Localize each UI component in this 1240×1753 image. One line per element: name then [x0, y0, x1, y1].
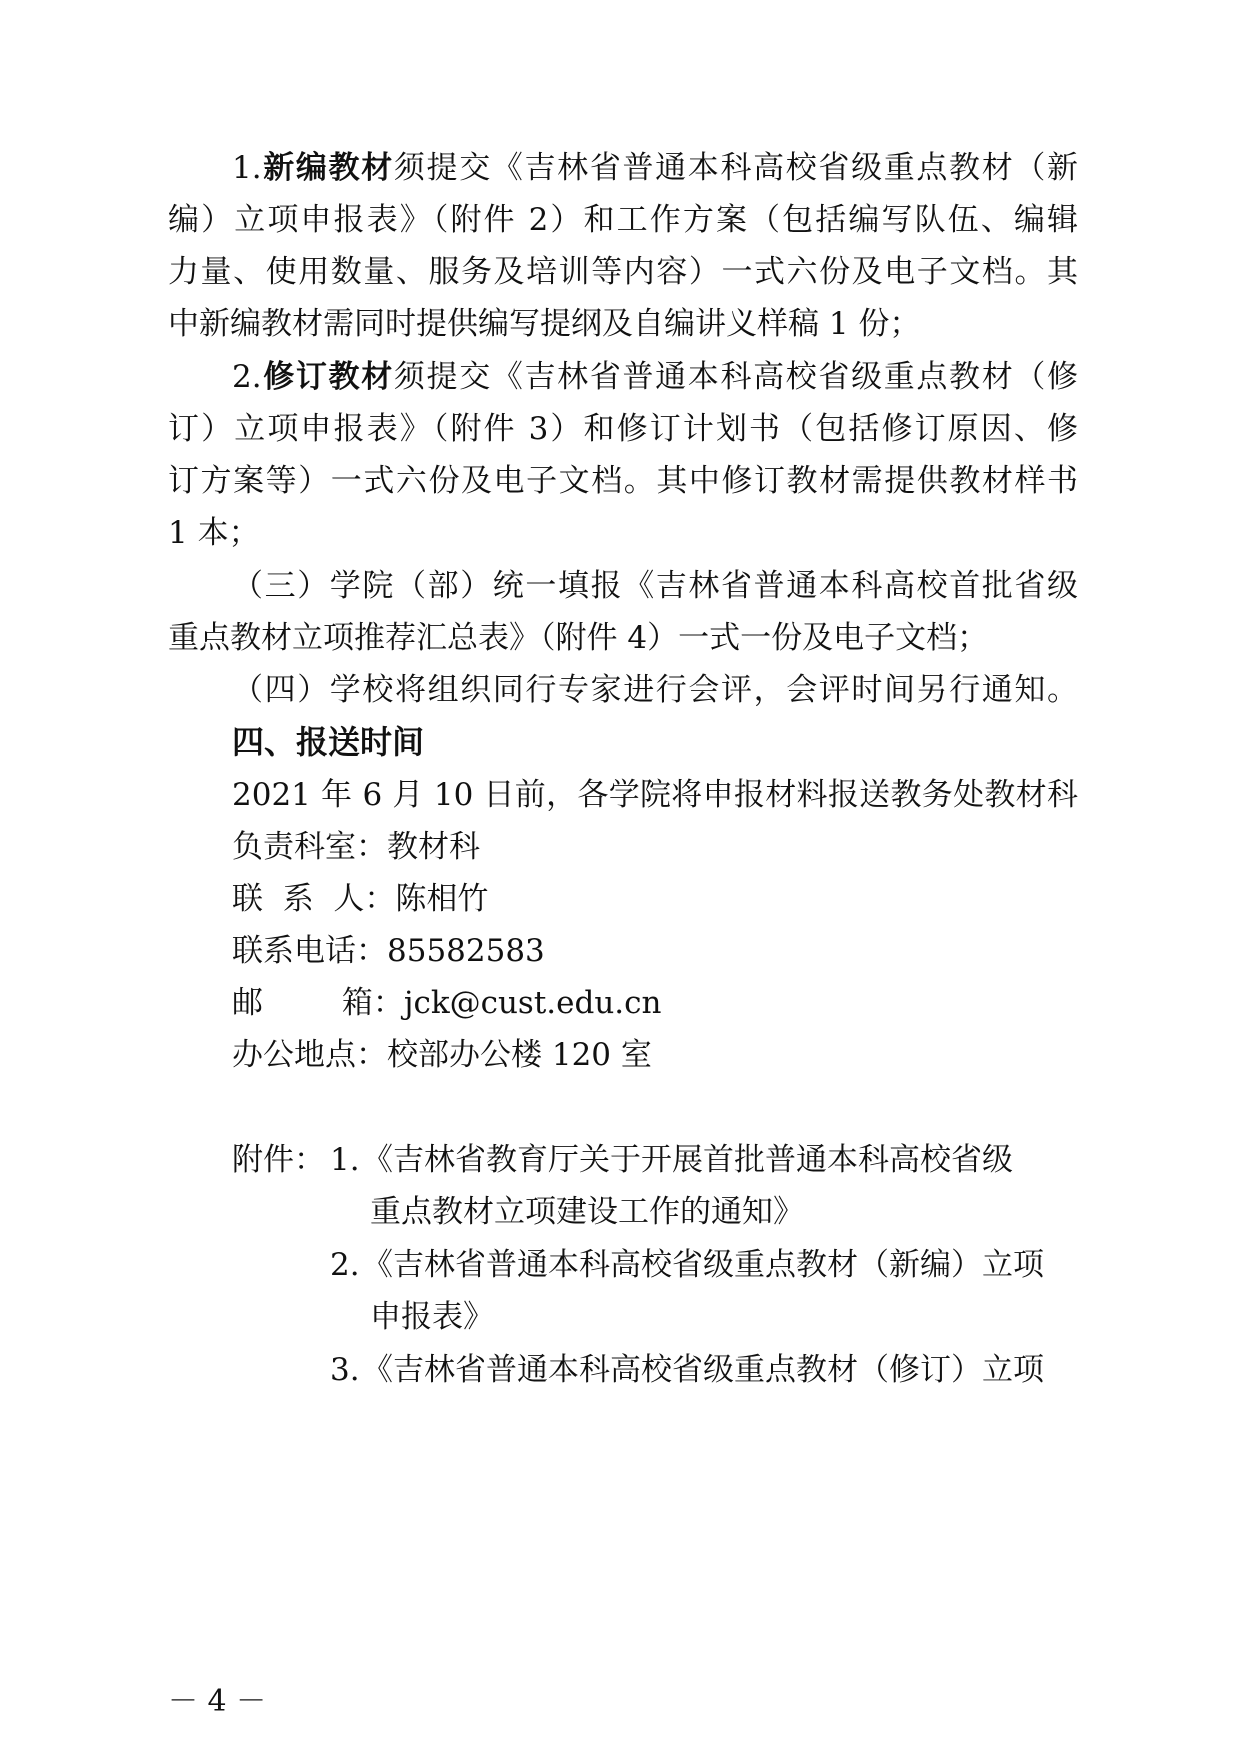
item3-line1: （三）学院（部）统一填报《吉林省普通本科高校首批省级: [232, 568, 1078, 604]
item1-bold-term: 新编教材: [261, 150, 394, 186]
attachment-2-line1: 《吉林省普通本科高校省级重点教材（新编）立项: [362, 1247, 1044, 1283]
page-number: － 4 －: [168, 1684, 267, 1719]
attachment-1-line2: 重点教材立项建设工作的通知》: [370, 1194, 804, 1230]
item2-line2: 订）立项申报表》（附件 3）和修订计划书（包括修订原因、修: [168, 411, 1078, 447]
section4-heading: 四、报送时间: [232, 723, 425, 761]
item3-line2: 重点教材立项推荐汇总表》（附件 4）一式一份及电子文档；: [168, 620, 989, 656]
item2-line3: 订方案等）一式六份及电子文档。其中修订教材需提供教材样书: [168, 463, 1078, 499]
attachment-2-line2: 申报表》: [370, 1299, 494, 1335]
item1-line4: 中新编教材需同时提供编写提纲及自编讲义样稿 1 份；: [168, 306, 921, 342]
attachment-1-number: 1.: [330, 1142, 360, 1178]
contact-value: 教材科: [387, 829, 480, 865]
item1-line2: 编）立项申报表》（附件 2）和工作方案（包括编写队伍、编辑: [168, 202, 1078, 238]
item2-line4: 1 本；: [168, 515, 260, 551]
item1-line3: 力量、使用数量、服务及培训等内容）一式六份及电子文档。其: [168, 254, 1078, 290]
item1-number: 1.: [232, 150, 262, 186]
contact-label: 负责科室：: [232, 829, 387, 865]
contact-person: [232, 879, 488, 919]
contact-office: [232, 1035, 652, 1075]
contact-department: [232, 827, 480, 867]
item1-line1: [232, 148, 1078, 188]
contact-phone: [232, 931, 545, 971]
item2-bold-term: 修订教材: [261, 359, 394, 395]
contact-value: jck@cust.edu.cn: [403, 985, 662, 1021]
item2-line1: [232, 357, 1078, 397]
attachments-label: 附件：: [232, 1142, 325, 1178]
item2-number: 2.: [232, 359, 262, 395]
contact-label: 办公地点：: [232, 1037, 387, 1073]
contact-value: 校部办公楼 120 室: [387, 1037, 652, 1073]
contact-email: [232, 983, 662, 1023]
attachment-1-line1: 《吉林省教育厅关于开展首批普通本科高校省级: [362, 1142, 1013, 1178]
deadline-text: 2021 年 6 月 10 日前，各学院将申报材料报送教务处教材科: [232, 777, 1078, 813]
contact-value: 陈相竹: [395, 881, 489, 917]
contact-value: 85582583: [387, 933, 545, 969]
item1-text: 须提交《吉林省普通本科高校省级重点教材（新: [393, 150, 1079, 186]
attachment-3-line1: 《吉林省普通本科高校省级重点教材（修订）立项: [362, 1352, 1044, 1388]
contact-label: 联系电话：: [232, 933, 387, 969]
contact-label: 邮 箱：: [232, 985, 404, 1021]
contact-label: 联 系 人：: [232, 881, 396, 917]
item2-text: 须提交《吉林省普通本科高校省级重点教材（修: [393, 359, 1079, 395]
attachment-2-number: 2.: [330, 1247, 360, 1283]
item4-line1: （四）学校将组织同行专家进行会评，会评时间另行通知。: [232, 672, 1078, 708]
attachment-3-number: 3.: [330, 1352, 360, 1388]
